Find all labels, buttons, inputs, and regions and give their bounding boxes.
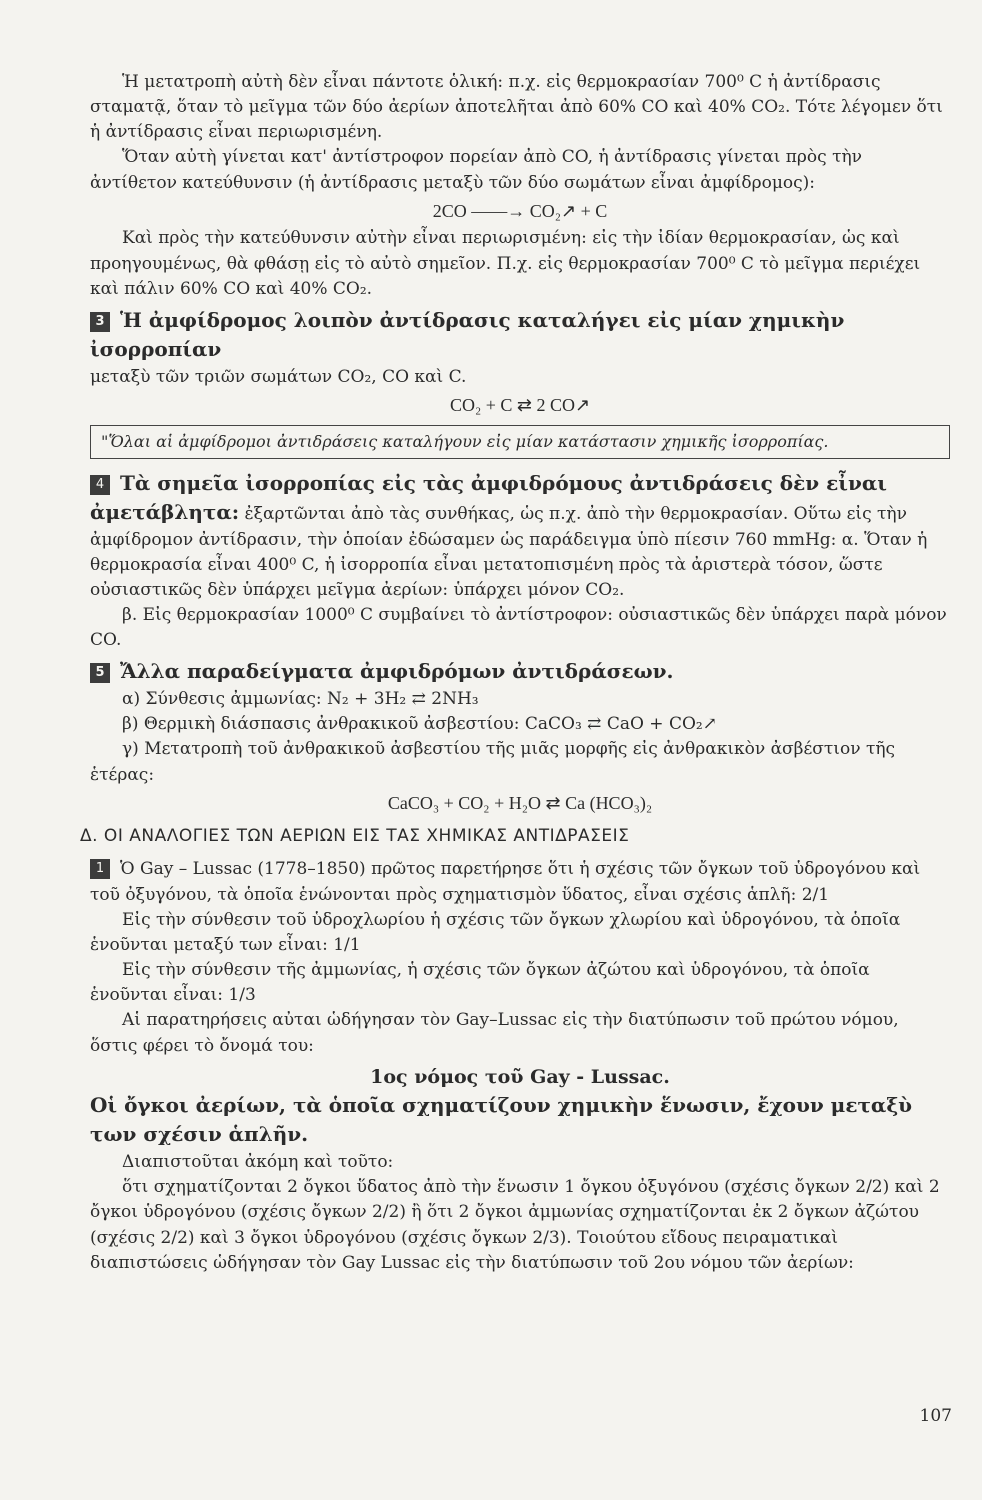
d6-paragraph: ὅτι σχηματίζονται 2 ὄγκοι ὕδατος ἀπὸ τὴν ἕνωσιν 1 ὄγκου ὀξυγόνου (σχέσις ὄγκων 2/2) καὶ 2 ὄγκοι ὑδρογόνου (σχέσις ὄγκων 2/2) ἢ ὅτι 2 ὄγκοι ἀμμωνίας σχηματίζονται ἐκ 2 ὄγκων ἀζώτου (σχέσις 2/2) καὶ 3 ὄγκοι ὑδρογόνου (σχέσις ὄγκων 2/3). Τοιούτου εἴδους πειραματικαὶ διαπιστώσεις ὡδήγησαν τὸν Gay Lussac εἰς τὴν διατύπωσιν τοῦ 2ου νόμου τῶν ἀερίων: [90,1177,940,1273]
law-title: 1ος νόμος τοῦ Gay - Lussac. [370,1065,670,1088]
paragraph-3: Καὶ πρὸς τὴν κατεύθυνσιν αὐτὴν εἶναι περιωρισμένη: εἰς τὴν ἰδίαν θερμοκρασίαν, ὡς καὶ προηγουμένως, θὰ φθάσῃ εἰς τὸ αὐτὸ σημεῖον. Π.χ. εἰς θερμοκρασίαν 700⁰ C τὸ μεῖγμα περιέχει καὶ πάλιν 60% CO καὶ 40% CO₂. [90,228,921,299]
section-4-title: Τὰ σημεῖα ἰσορροπίας εἰς τὰς ἀμφιδρόμους ἀντιδράσεις δὲν εἶναι ἀμετάβλητα: [90,470,887,525]
section-3-text: μεταξὺ τῶν τριῶν σωμάτων CO₂, CO καὶ C. [90,367,467,388]
section-3-heading [90,306,950,365]
section-3-number: 3 [90,312,110,332]
d2-paragraph: Εἰς τὴν σύνθεσιν τοῦ ὑδροχλωρίου ἡ σχέσις τῶν ὄγκων χλωρίου καὶ ὑδρογόνου, τὰ ὁποῖα ἑνοῦνται μεταξύ των εἶναι: 1/1 [90,909,901,955]
paragraph-2: Ὅταν αὐτὴ γίνεται κατ' ἀντίστροφον πορείαν ἀπὸ CO, ἡ ἀντίδρασις γίνεται πρὸς τὴν ἀντίθετον κατεύθυνσιν (ἡ ἀντίδρασις μεταξὺ τῶν δύο σωμάτων εἶναι ἀμφίδρομος): [90,147,863,193]
section-4-b: β. Εἰς θερμοκρασίαν 1000⁰ C συμβαίνει τὸ ἀντίστροφον: οὐσιαστικῶς δὲν ὑπάρχει παρὰ μόνον CO. [90,605,947,651]
d1-text: Ὁ Gay – Lussac (1778–1850) πρῶτος παρετήρησε ὅτι ἡ σχέσις τῶν ὄγκων τοῦ ὑδρογόνου καὶ τοῦ ὀξυγόνου, τὰ ὁποῖα ἑνώνονται πρὸς σχηματισμὸν ὕδατος, εἶναι σχέσις ἁπλῆ: 2/1 [90,859,921,905]
d3-paragraph: Εἰς τὴν σύνθεσιν τῆς ἀμμωνίας, ἡ σχέσις τῶν ὄγκων ἀζώτου καὶ ὑδρογόνου, τὰ ὁποῖα ἑνοῦνται εἶναι: 1/3 [90,960,870,1006]
equation-3: CaCO₃ + CO₂ + H₂O ⇄ Ca (HCO₃)₂ [387,792,653,813]
example-a: α) Σύνθεσις ἀμμωνίας: N₂ + 3H₂ ⇄ 2NH₃ [122,689,479,710]
section-3-title: Ἡ ἀμφίδρομος λοιπὸν ἀντίδρασις καταλήγει εἰς μίαν χημικὴν ἰσορροπίαν [90,307,845,362]
section-4-number: 4 [90,475,110,495]
d1-number: 1 [90,859,110,879]
d1-paragraph [90,857,950,907]
section-5-number: 5 [90,663,110,683]
page-body [80,70,950,1276]
page-number: 107 [919,1406,952,1426]
section-d-heading: Δ. ΟΙ ΑΝΑΛΟΓΙΕΣ ΤΩΝ ΑΕΡΙΩΝ ΕΙΣ ΤΑΣ ΧΗΜΙΚΑΣ ΑΝΤΙΔΡΑΣΕΙΣ [80,826,630,847]
d5-paragraph: Διαπιστοῦται ἀκόμη καὶ τοῦτο: [122,1152,394,1173]
section-5-title: Ἄλλα παραδείγματα ἀμφιδρόμων ἀντιδράσεων. [120,659,674,684]
example-b: β) Θερμικὴ διάσπασις ἀνθρακικοῦ ἀσβεστίου: CaCO₃ ⇄ CaO + CO₂↗ [122,714,717,735]
equation-2: CO₂ + C ⇄ 2 CO↗ [449,395,591,416]
example-c: γ) Μετατροπὴ τοῦ ἀνθρακικοῦ ἀσβεστίου τῆς μιᾶς μορφῆς εἰς ἀνθρακικὸν ἀσβέστιον τῆς ἑτέρας: [90,739,896,785]
section-4-text: ἐξαρτῶνται ἀπὸ τὰς συνθήκας, ὡς π.χ. ἀπὸ τὴν θερμοκρασίαν. Οὕτω εἰς τὴν ἀμφίδρομον ἀντίδρασιν, τὴν ὁποίαν ἐδώσαμεν ὡς παράδειγμα ὑπὸ πίεσιν 760 mmHg: α. Ὅταν ἡ θερμοκρασία εἶναι 400⁰ C, ἡ ἰσορροπία εἶναι μετατοπισμένη πρὸς τὰ ἀριστερὰ τόσον, ὥστε οὐσιαστικῶς δὲν ὑπάρχει μεῖγμα ἀερίων: ὑπάρχει μόνον CO₂. [90,504,928,601]
section-4-paragraph [90,469,950,604]
section-5-heading [90,657,950,687]
d4-paragraph: Αἱ παρατηρήσεις αὐται ὡδήγησαν τὸν Gay–Lussac εἰς τὴν διατύπωσιν τοῦ πρώτου νόμου, ὅστις φέρει τὸ ὄνομά του: [90,1010,899,1056]
equation-1: 2CO ——→ CO₂↗ + C [432,200,608,221]
paragraph-1: Ἡ μετατροπὴ αὐτὴ δὲν εἶναι πάντοτε ὁλική: π.χ. εἰς θερμοκρασίαν 700⁰ C ἡ ἀντίδρασις σταματᾷ, ὅταν τὸ μεῖγμα τῶν δύο ἀερίων ἀποτελῆται ἀπὸ 60% CO καὶ 40% CO₂. Τότε λέγομεν ὅτι ἡ ἀντίδρασις εἶναι περιωρισμένη. [90,72,943,143]
equilibrium-note-box: "Ὅλαι αἱ ἀμφίδρομοι ἀντιδράσεις καταλήγουν εἰς μίαν κατάστασιν χημικῆς ἰσορροπίας. [90,425,950,459]
law-text: Οἱ ὄγκοι ἀερίων, τὰ ὁποῖα σχηματίζουν χημικὴν ἕνωσιν, ἔχουν μεταξὺ των σχέσιν ἁπλῆν. [90,1092,913,1147]
